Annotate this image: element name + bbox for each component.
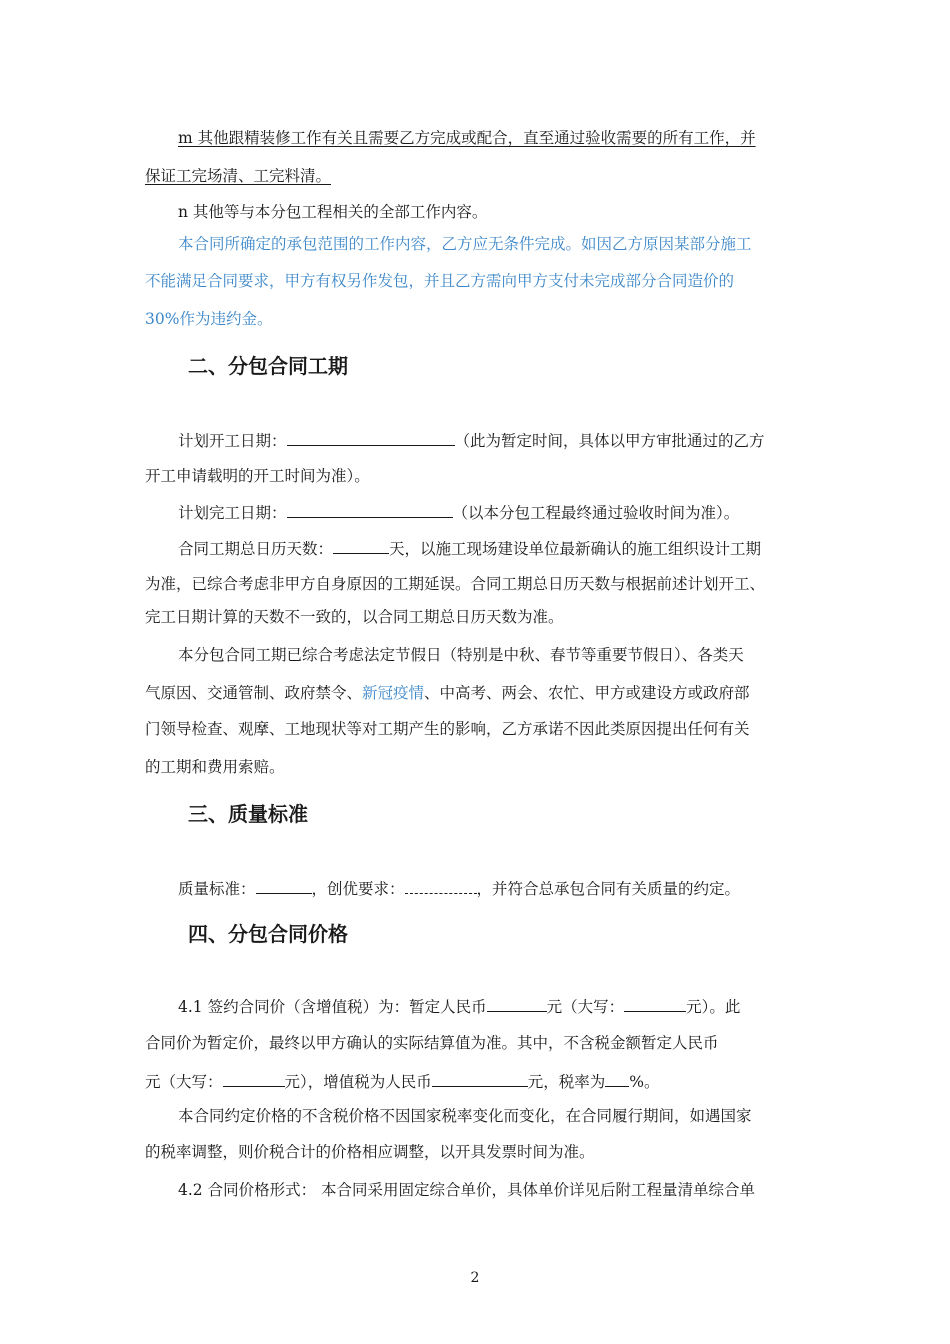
holiday-clause-cont: 的工期和费用索赔。 (145, 758, 285, 776)
holiday-clause-cont (145, 683, 810, 703)
price-words-label: 元（大写： (546, 998, 625, 1016)
scope-note: 本合同所确定的承包范围的工作内容，乙方应无条件完成。如因乙方原因某部分施工 (178, 235, 752, 253)
tax-clause: 本合同约定价格的不含税价格不因国家税率变化而变化，在合同履行期间，如遇国家 (178, 1107, 752, 1125)
clause-4-1 (178, 995, 810, 1017)
end-date-blank[interactable] (287, 501, 453, 518)
quality-label: 质量标准： (178, 880, 256, 898)
start-date-blank[interactable] (287, 429, 455, 446)
scope-note-cont: 30%作为违约金。 (145, 310, 273, 328)
clause-4-2: 4.2 合同价格形式： 本合同采用固定综合单价，具体单价详见后附工程量清单综合单 (178, 1181, 756, 1199)
holiday-clause: 本分包合同工期已综合考虑法定节假日（特别是中秋、春节等重要节假日）、各类天 (178, 646, 744, 664)
holiday-text: 、中高考、两会、农忙、甲方或建设方或政府部 (424, 684, 750, 702)
covid-highlight: 新冠疫情 (362, 684, 425, 702)
start-date-note: （此为暂定时间，具体以甲方审批通过的乙方 (454, 432, 765, 450)
holiday-text: 气原因、交通管制、政府禁令、 (145, 684, 363, 702)
planned-start-date-cont: 开工申请载明的开工时间为准）。 (145, 467, 370, 485)
total-calendar-days (178, 537, 810, 559)
planned-start-date (178, 429, 810, 451)
scope-item-m-cont: 保证工完场清、工完料清。 (145, 167, 332, 185)
section-heading-quality: 三、质量标准 (188, 802, 308, 826)
scope-item-n: n 其他等与本分包工程相关的全部工作内容。 (178, 203, 488, 221)
tax-rate-end: %。 (629, 1073, 660, 1091)
excellence-label: ，创优要求： (311, 880, 405, 898)
clause-4-1-cont: 合同价为暂定价，最终以甲方确认的实际结算值为准。其中，不含税金额暂定人民币 (145, 1034, 719, 1052)
total-days-cont: 为准，已综合考虑非甲方自身原因的工期延误。合同工期总日历天数与根据前述计划开工、 (145, 575, 766, 593)
days-note: 天，以施工现场建设单位最新确认的施工组织设计工期 (389, 540, 762, 558)
scope-item-m: m 其他跟精装修工作有关且需要乙方完成或配合，直至通过验收需要的所有工作，并 (178, 129, 756, 147)
tax-rate-blank[interactable] (605, 1070, 629, 1087)
pretax-words-label: 元（大写： (145, 1073, 223, 1091)
pretax-words-blank[interactable] (223, 1070, 285, 1087)
end-date-note: （以本分包工程最终通过验收时间为准）。 (452, 504, 740, 522)
page-number: 2 (470, 1270, 480, 1286)
start-date-label: 计划开工日期： (178, 432, 287, 450)
contract-price-label: 4.1 签约合同价（含增值税）为：暂定人民币 (178, 998, 487, 1016)
vat-label: 元），增值税为人民币 (284, 1073, 432, 1091)
price-words-end: 元）。此 (686, 998, 741, 1016)
tax-rate-label: 元，税率为 (527, 1073, 606, 1091)
section-heading-schedule: 二、分包合同工期 (188, 354, 348, 378)
scope-note-cont: 不能满足合同要求，甲方有权另作发包，并且乙方需向甲方支付未完成部分合同造价的 (145, 272, 735, 290)
vat-amount-blank[interactable] (432, 1070, 528, 1087)
price-amount-blank[interactable] (487, 995, 547, 1012)
total-days-cont: 完工日期计算的天数不一致的，以合同工期总日历天数为准。 (145, 608, 564, 626)
quality-note: ，并符合总承包合同有关质量的约定。 (476, 880, 741, 898)
tax-clause-cont: 的税率调整，则价税合计的价格相应调整，以开具发票时间为准。 (145, 1143, 595, 1161)
excellence-blank[interactable] (405, 877, 477, 894)
holiday-clause-cont: 门领导检查、观摩、工地现状等对工期产生的影响，乙方承诺不因此类原因提出任何有关 (145, 720, 750, 738)
days-label: 合同工期总日历天数： (178, 540, 334, 558)
section-heading-price: 四、分包合同价格 (188, 922, 348, 946)
quality-blank[interactable] (256, 877, 312, 894)
clause-4-1-cont (145, 1070, 810, 1092)
quality-standard (178, 877, 810, 899)
price-words-blank[interactable] (624, 995, 686, 1012)
days-blank[interactable] (333, 537, 389, 554)
end-date-label: 计划完工日期： (178, 504, 287, 522)
planned-end-date (178, 501, 810, 523)
